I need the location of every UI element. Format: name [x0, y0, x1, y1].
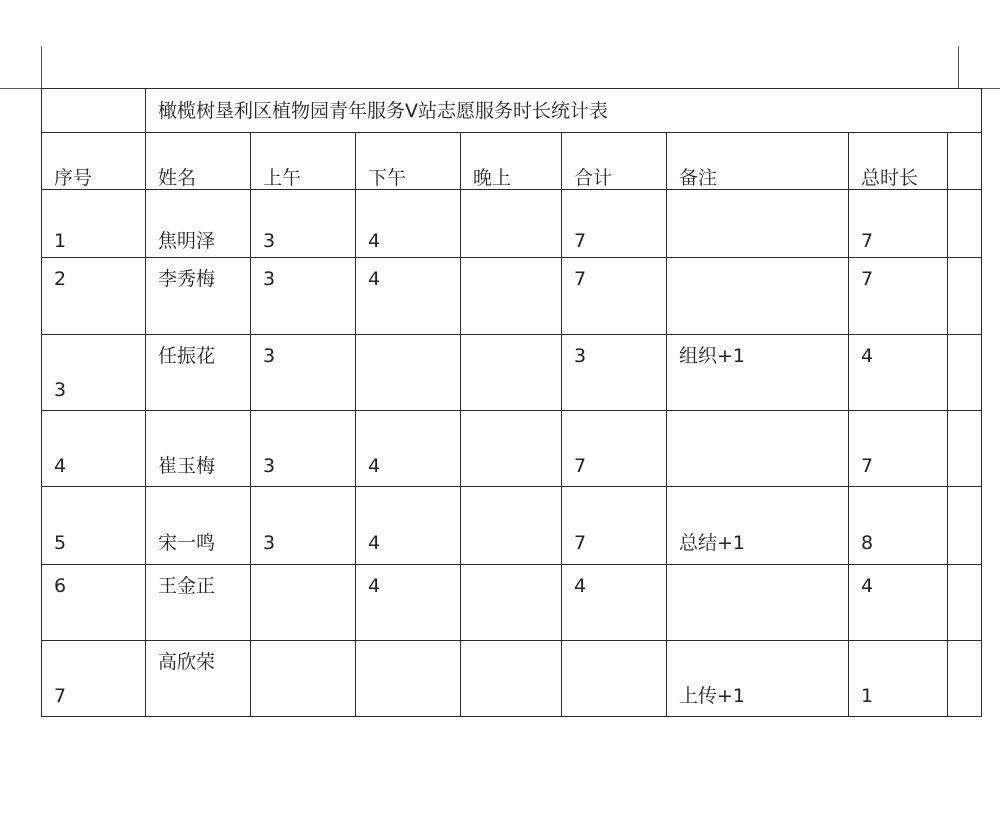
cell-total[interactable]: 7 [849, 258, 948, 335]
cell-extra[interactable] [948, 335, 982, 411]
cell-extra[interactable] [948, 411, 982, 487]
header-cell-note[interactable]: 备注 [667, 133, 849, 190]
header-cell-name[interactable]: 姓名 [146, 133, 251, 190]
table-title: 橄榄树垦利区植物园青年服务V站志愿服务时长统计表 [158, 99, 608, 122]
cell-name[interactable]: 高欣荣 [146, 641, 251, 717]
cell-note[interactable] [667, 411, 849, 487]
cell-subtotal[interactable]: 3 [562, 335, 667, 411]
cell-no[interactable]: 5 [42, 487, 146, 565]
cell-extra[interactable] [948, 190, 982, 258]
cell-subtotal[interactable]: 4 [562, 565, 667, 641]
table-row [42, 565, 982, 641]
header-cell-subtotal[interactable]: 合计 [562, 133, 667, 190]
cell-no[interactable]: 2 [42, 258, 146, 335]
cell-extra[interactable] [948, 565, 982, 641]
cell-afternoon[interactable]: 4 [356, 258, 461, 335]
cell-morning[interactable] [251, 641, 356, 717]
cell-afternoon[interactable] [356, 335, 461, 411]
cell-evening[interactable] [461, 487, 562, 565]
cell-total[interactable]: 7 [849, 411, 948, 487]
cell-name[interactable]: 任振花 [146, 335, 251, 411]
cell-evening[interactable] [461, 411, 562, 487]
cell-evening[interactable] [461, 641, 562, 717]
cell-afternoon[interactable]: 4 [356, 411, 461, 487]
table-row [42, 411, 982, 487]
cell-afternoon[interactable]: 4 [356, 565, 461, 641]
cell-no[interactable]: 7 [42, 641, 146, 717]
cell-morning[interactable]: 3 [251, 487, 356, 565]
cell-note[interactable] [667, 258, 849, 335]
page-margin-right-marker [958, 46, 959, 88]
cell-subtotal[interactable]: 7 [562, 487, 667, 565]
cell-afternoon[interactable]: 4 [356, 190, 461, 258]
cell-name[interactable]: 宋一鸣 [146, 487, 251, 565]
table-title-row [42, 89, 982, 133]
cell-note[interactable]: 总结+1 [667, 487, 849, 565]
table-row [42, 487, 982, 565]
cell-subtotal[interactable]: 7 [562, 190, 667, 258]
cell-no[interactable]: 6 [42, 565, 146, 641]
header-cell-extra[interactable] [948, 133, 982, 190]
cell-name[interactable]: 崔玉梅 [146, 411, 251, 487]
table-row [42, 258, 982, 335]
header-cell-total[interactable]: 总时长 [849, 133, 948, 190]
cell-subtotal[interactable]: 7 [562, 258, 667, 335]
cell-name[interactable]: 李秀梅 [146, 258, 251, 335]
page-margin-left-marker [41, 46, 42, 88]
cell-no[interactable]: 3 [42, 335, 146, 411]
cell-note[interactable] [667, 565, 849, 641]
cell-name[interactable]: 焦明泽 [146, 190, 251, 258]
table-header-row [42, 133, 982, 190]
cell-afternoon[interactable] [356, 641, 461, 717]
table-title-cell[interactable] [146, 89, 982, 133]
cell-extra[interactable] [948, 641, 982, 717]
cell-morning[interactable]: 3 [251, 335, 356, 411]
cell-evening[interactable] [461, 190, 562, 258]
cell-morning[interactable]: 3 [251, 258, 356, 335]
cell-morning[interactable] [251, 565, 356, 641]
cell-evening[interactable] [461, 335, 562, 411]
cell-extra[interactable] [948, 258, 982, 335]
cell-subtotal[interactable]: 7 [562, 411, 667, 487]
header-cell-afternoon[interactable]: 下午 [356, 133, 461, 190]
cell-name[interactable]: 王金正 [146, 565, 251, 641]
cell-note[interactable]: 上传+1 [667, 641, 849, 717]
cell-total[interactable]: 7 [849, 190, 948, 258]
cell-note[interactable]: 组织+1 [667, 335, 849, 411]
cell-subtotal[interactable] [562, 641, 667, 717]
table-cell [42, 89, 146, 133]
cell-note[interactable] [667, 190, 849, 258]
cell-morning[interactable]: 3 [251, 190, 356, 258]
cell-morning[interactable]: 3 [251, 411, 356, 487]
header-cell-morning[interactable]: 上午 [251, 133, 356, 190]
cell-total[interactable]: 4 [849, 335, 948, 411]
cell-afternoon[interactable]: 4 [356, 487, 461, 565]
volunteer-hours-table [41, 88, 982, 717]
table-row [42, 335, 982, 411]
table-row [42, 190, 982, 258]
cell-extra[interactable] [948, 487, 982, 565]
cell-total[interactable]: 4 [849, 565, 948, 641]
cell-no[interactable]: 1 [42, 190, 146, 258]
cell-total[interactable]: 1 [849, 641, 948, 717]
header-cell-evening[interactable]: 晚上 [461, 133, 562, 190]
table-row [42, 641, 982, 717]
cell-evening[interactable] [461, 565, 562, 641]
cell-total[interactable]: 8 [849, 487, 948, 565]
header-cell-no[interactable]: 序号 [42, 133, 146, 190]
cell-no[interactable]: 4 [42, 411, 146, 487]
cell-evening[interactable] [461, 258, 562, 335]
